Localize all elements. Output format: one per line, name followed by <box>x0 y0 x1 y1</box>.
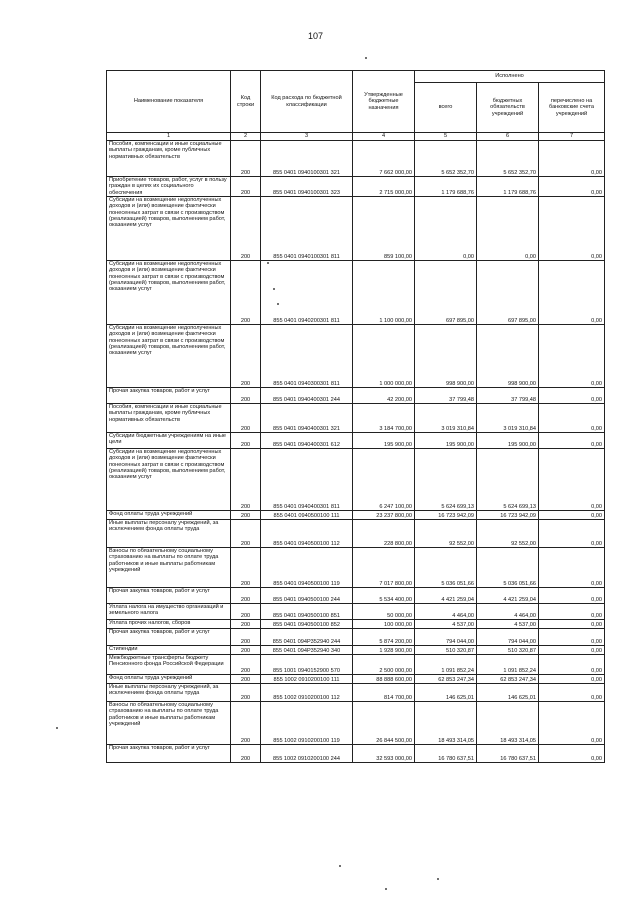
row-executed-total: 4 464,00 <box>415 604 477 620</box>
row-line-code: 200 <box>231 388 261 404</box>
row-line-code: 200 <box>231 604 261 620</box>
row-line-code: 200 <box>231 433 261 449</box>
row-budget-code: 855 0401 0940400301 612 <box>261 433 353 449</box>
row-budget-code: 855 0401 0940400301 244 <box>261 388 353 404</box>
row-name: Прочая закупка товаров, работ и услуг <box>107 388 231 404</box>
row-approved: 100 000,00 <box>353 620 415 629</box>
header-budget-code: Код расхода по бюджетной классификации <box>261 71 353 133</box>
row-approved: 50 000,00 <box>353 604 415 620</box>
row-name: Прочая закупка товаров, работ и услуг <box>107 588 231 604</box>
row-line-code: 200 <box>231 520 261 548</box>
row-executed-total: 697 895,00 <box>415 261 477 325</box>
row-budget-code: 855 0401 0940500100 119 <box>261 548 353 588</box>
table-header <box>107 71 605 141</box>
row-executed-total: 62 853 247,34 <box>415 675 477 684</box>
table-row <box>107 141 605 177</box>
row-budget-code: 855 0401 0940500100 244 <box>261 588 353 604</box>
row-executed-total: 16 780 637,51 <box>415 745 477 763</box>
row-executed-budget: 1 091 852,24 <box>477 655 539 675</box>
row-budget-code: 855 0401 0940400301 811 <box>261 449 353 511</box>
table-row <box>107 675 605 684</box>
row-executed-bank: 0,00 <box>539 511 605 520</box>
row-executed-total: 3 019 310,84 <box>415 404 477 433</box>
table-body <box>107 141 605 763</box>
row-approved: 1 000 000,00 <box>353 325 415 388</box>
row-approved: 1 928 900,00 <box>353 646 415 655</box>
row-executed-bank: 0,00 <box>539 604 605 620</box>
row-executed-total: 5 624 699,13 <box>415 449 477 511</box>
table-row <box>107 197 605 261</box>
expenditure-report-table <box>106 70 605 763</box>
row-name: Субсидии на возмещение недополученных доходов и (или) возмещение фактически понесенных затрат в связи с производством (реализацией) товаров, выполнением работ, оказанием услуг <box>107 325 231 388</box>
row-line-code: 200 <box>231 141 261 177</box>
row-name: Иные выплаты персоналу учреждений, за исключением фонда оплаты труда <box>107 684 231 702</box>
header-budget-obligations: бюджетных обязательств учреждений <box>477 83 539 133</box>
column-number: 5 <box>415 133 477 141</box>
row-approved: 6 247 100,00 <box>353 449 415 511</box>
row-line-code: 200 <box>231 629 261 646</box>
row-budget-code: 855 0401 0940500100 852 <box>261 620 353 629</box>
header-total: всего <box>415 83 477 133</box>
row-name: Стипендии <box>107 646 231 655</box>
table-row <box>107 646 605 655</box>
row-executed-bank: 0,00 <box>539 646 605 655</box>
row-line-code: 200 <box>231 449 261 511</box>
row-executed-budget: 16 780 637,51 <box>477 745 539 763</box>
row-executed-total: 5 652 352,70 <box>415 141 477 177</box>
column-number: 1 <box>107 133 231 141</box>
row-approved: 814 700,00 <box>353 684 415 702</box>
row-executed-total: 0,00 <box>415 197 477 261</box>
row-line-code: 200 <box>231 404 261 433</box>
row-executed-bank: 0,00 <box>539 433 605 449</box>
row-executed-total: 5 036 051,66 <box>415 548 477 588</box>
row-executed-bank: 0,00 <box>539 388 605 404</box>
row-approved: 5 534 400,00 <box>353 588 415 604</box>
row-name: Субсидии бюджетным учреждениям на иные цели <box>107 433 231 449</box>
row-budget-code: 855 0401 0940500100 851 <box>261 604 353 620</box>
row-name: Пособия, компенсации и иные социальные выплаты гражданам, кроме публичных нормативных обязательств <box>107 404 231 433</box>
table-row <box>107 745 605 763</box>
row-name: Фонд оплаты труда учреждений <box>107 675 231 684</box>
table-row <box>107 684 605 702</box>
header-approved: Утвержденные бюджетные назначения <box>353 71 415 133</box>
table-row <box>107 449 605 511</box>
header-executed: Исполнено <box>415 71 605 83</box>
row-executed-budget: 5 624 699,13 <box>477 449 539 511</box>
row-executed-bank: 0,00 <box>539 629 605 646</box>
row-line-code: 200 <box>231 588 261 604</box>
column-numbers-row <box>107 133 605 141</box>
table-row <box>107 520 605 548</box>
row-budget-code: 855 0401 0940400301 321 <box>261 404 353 433</box>
row-executed-total: 146 625,01 <box>415 684 477 702</box>
row-line-code: 200 <box>231 646 261 655</box>
row-executed-budget: 4 537,00 <box>477 620 539 629</box>
row-executed-total: 4 421 259,04 <box>415 588 477 604</box>
row-name: Субсидии на возмещение недополученных доходов и (или) возмещение фактически понесенных затрат в связи с производством (реализацией) товаров, выполнением работ, оказанием услуг <box>107 449 231 511</box>
row-executed-bank: 0,00 <box>539 588 605 604</box>
table-row <box>107 702 605 745</box>
page-number: 107 <box>307 31 324 41</box>
row-executed-bank: 0,00 <box>539 197 605 261</box>
table-row <box>107 261 605 325</box>
row-executed-bank: 0,00 <box>539 520 605 548</box>
row-approved: 26 844 500,00 <box>353 702 415 745</box>
row-line-code: 200 <box>231 745 261 763</box>
row-executed-budget: 16 723 942,09 <box>477 511 539 520</box>
row-name: Пособия, компенсации и иные социальные выплаты гражданам, кроме публичных нормативных обязательств <box>107 141 231 177</box>
row-name: Уплата налога на имущество организаций и земельного налога <box>107 604 231 620</box>
row-budget-code: 855 1002 0910200100 119 <box>261 702 353 745</box>
row-approved: 5 874 200,00 <box>353 629 415 646</box>
table-row <box>107 433 605 449</box>
row-executed-bank: 0,00 <box>539 261 605 325</box>
column-number: 7 <box>539 133 605 141</box>
row-approved: 228 800,00 <box>353 520 415 548</box>
table-row <box>107 404 605 433</box>
table-row <box>107 325 605 388</box>
row-line-code: 200 <box>231 261 261 325</box>
column-number: 4 <box>353 133 415 141</box>
row-name: Межбюджетные трансферты бюджету Пенсионного фонда Российской Федерации <box>107 655 231 675</box>
table-row <box>107 588 605 604</box>
row-name: Взносы по обязательному социальному страхованию на выплаты по оплате труда работников и иные выплаты работникам учреждений <box>107 548 231 588</box>
row-budget-code: 855 0401 0940200301 811 <box>261 261 353 325</box>
table-row <box>107 548 605 588</box>
row-executed-bank: 0,00 <box>539 404 605 433</box>
row-approved: 23 237 800,00 <box>353 511 415 520</box>
row-budget-code: 855 0401 094P352940 340 <box>261 646 353 655</box>
row-name: Прочая закупка товаров, работ и услуг <box>107 629 231 646</box>
row-approved: 195 900,00 <box>353 433 415 449</box>
row-line-code: 200 <box>231 675 261 684</box>
row-name: Приобретение товаров, работ, услуг в пользу граждан в целях их социального обеспечения <box>107 177 231 197</box>
row-line-code: 200 <box>231 177 261 197</box>
row-executed-budget: 0,00 <box>477 197 539 261</box>
row-budget-code: 855 0401 0940500100 111 <box>261 511 353 520</box>
row-executed-budget: 37 799,48 <box>477 388 539 404</box>
row-executed-total: 998 900,00 <box>415 325 477 388</box>
row-executed-budget: 5 652 352,70 <box>477 141 539 177</box>
row-executed-budget: 62 853 247,34 <box>477 675 539 684</box>
table-row <box>107 388 605 404</box>
row-budget-code: 855 0401 0940100301 321 <box>261 141 353 177</box>
table-row <box>107 177 605 197</box>
row-line-code: 200 <box>231 684 261 702</box>
row-executed-budget: 794 044,00 <box>477 629 539 646</box>
row-executed-bank: 0,00 <box>539 620 605 629</box>
row-name: Фонд оплаты труда учреждений <box>107 511 231 520</box>
row-approved: 7 017 800,00 <box>353 548 415 588</box>
row-budget-code: 855 0401 0940100301 811 <box>261 197 353 261</box>
row-executed-total: 1 179 688,76 <box>415 177 477 197</box>
row-approved: 42 200,00 <box>353 388 415 404</box>
row-line-code: 200 <box>231 702 261 745</box>
row-executed-budget: 146 625,01 <box>477 684 539 702</box>
row-executed-bank: 0,00 <box>539 675 605 684</box>
row-executed-budget: 18 493 314,05 <box>477 702 539 745</box>
row-executed-budget: 697 895,00 <box>477 261 539 325</box>
row-executed-budget: 5 036 051,66 <box>477 548 539 588</box>
row-executed-budget: 1 179 688,76 <box>477 177 539 197</box>
row-line-code: 200 <box>231 620 261 629</box>
row-executed-budget: 4 464,00 <box>477 604 539 620</box>
row-name: Субсидии на возмещение недополученных доходов и (или) возмещение фактически понесенных затрат в связи с производством (реализацией) товаров, выполнением работ, оказанием услуг <box>107 197 231 261</box>
row-executed-bank: 0,00 <box>539 141 605 177</box>
row-approved: 1 100 000,00 <box>353 261 415 325</box>
row-approved: 859 100,00 <box>353 197 415 261</box>
row-line-code: 200 <box>231 197 261 261</box>
table-row <box>107 655 605 675</box>
row-line-code: 200 <box>231 655 261 675</box>
row-budget-code: 855 1002 0910200100 244 <box>261 745 353 763</box>
row-line-code: 200 <box>231 511 261 520</box>
row-executed-budget: 998 900,00 <box>477 325 539 388</box>
row-approved: 2 715 000,00 <box>353 177 415 197</box>
row-executed-budget: 195 900,00 <box>477 433 539 449</box>
row-executed-total: 1 091 852,24 <box>415 655 477 675</box>
row-executed-budget: 92 552,00 <box>477 520 539 548</box>
row-executed-bank: 0,00 <box>539 325 605 388</box>
row-name: Субсидии на возмещение недополученных доходов и (или) возмещение фактически понесенных затрат в связи с производством (реализацией) товаров, выполнением работ, оказанием услуг <box>107 261 231 325</box>
row-executed-total: 195 900,00 <box>415 433 477 449</box>
row-name: Прочая закупка товаров, работ и услуг <box>107 745 231 763</box>
row-executed-total: 18 493 314,05 <box>415 702 477 745</box>
row-approved: 7 662 000,00 <box>353 141 415 177</box>
row-name: Взносы по обязательному социальному страхованию на выплаты по оплате труда работников и иные выплаты работникам учреждений <box>107 702 231 745</box>
row-executed-budget: 510 320,87 <box>477 646 539 655</box>
row-budget-code: 855 0401 0940100301 323 <box>261 177 353 197</box>
column-number: 6 <box>477 133 539 141</box>
row-executed-bank: 0,00 <box>539 684 605 702</box>
row-budget-code: 855 1001 0940152900 570 <box>261 655 353 675</box>
column-number: 3 <box>261 133 353 141</box>
row-executed-total: 16 723 942,09 <box>415 511 477 520</box>
row-budget-code: 855 0401 0940300301 811 <box>261 325 353 388</box>
row-executed-total: 510 320,87 <box>415 646 477 655</box>
table-row <box>107 511 605 520</box>
row-budget-code: 855 1002 0910200100 112 <box>261 684 353 702</box>
row-executed-bank: 0,00 <box>539 745 605 763</box>
row-approved: 3 184 700,00 <box>353 404 415 433</box>
row-executed-bank: 0,00 <box>539 177 605 197</box>
row-executed-bank: 0,00 <box>539 449 605 511</box>
row-budget-code: 855 0401 0940500100 112 <box>261 520 353 548</box>
column-number: 2 <box>231 133 261 141</box>
row-executed-total: 37 799,48 <box>415 388 477 404</box>
row-executed-bank: 0,00 <box>539 702 605 745</box>
row-executed-total: 92 552,00 <box>415 520 477 548</box>
row-approved: 88 888 600,00 <box>353 675 415 684</box>
header-line-code: Код строки <box>231 71 261 133</box>
row-executed-bank: 0,00 <box>539 548 605 588</box>
row-executed-budget: 4 421 259,04 <box>477 588 539 604</box>
row-budget-code: 855 0401 094P352940 244 <box>261 629 353 646</box>
row-executed-total: 794 044,00 <box>415 629 477 646</box>
header-bank-transfer: перечислено на банковские счета учреждений <box>539 83 605 133</box>
header-name: Наименование показателя <box>107 71 231 133</box>
row-budget-code: 855 1002 0910200100 111 <box>261 675 353 684</box>
row-executed-budget: 3 019 310,84 <box>477 404 539 433</box>
row-approved: 32 593 000,00 <box>353 745 415 763</box>
row-line-code: 200 <box>231 325 261 388</box>
table-row <box>107 629 605 646</box>
row-name: Уплата прочих налогов, сборов <box>107 620 231 629</box>
row-name: Иные выплаты персоналу учреждений, за исключением фонда оплаты труда <box>107 520 231 548</box>
table-row <box>107 620 605 629</box>
row-approved: 2 500 000,00 <box>353 655 415 675</box>
table-row <box>107 604 605 620</box>
row-executed-bank: 0,00 <box>539 655 605 675</box>
row-executed-total: 4 537,00 <box>415 620 477 629</box>
row-line-code: 200 <box>231 548 261 588</box>
